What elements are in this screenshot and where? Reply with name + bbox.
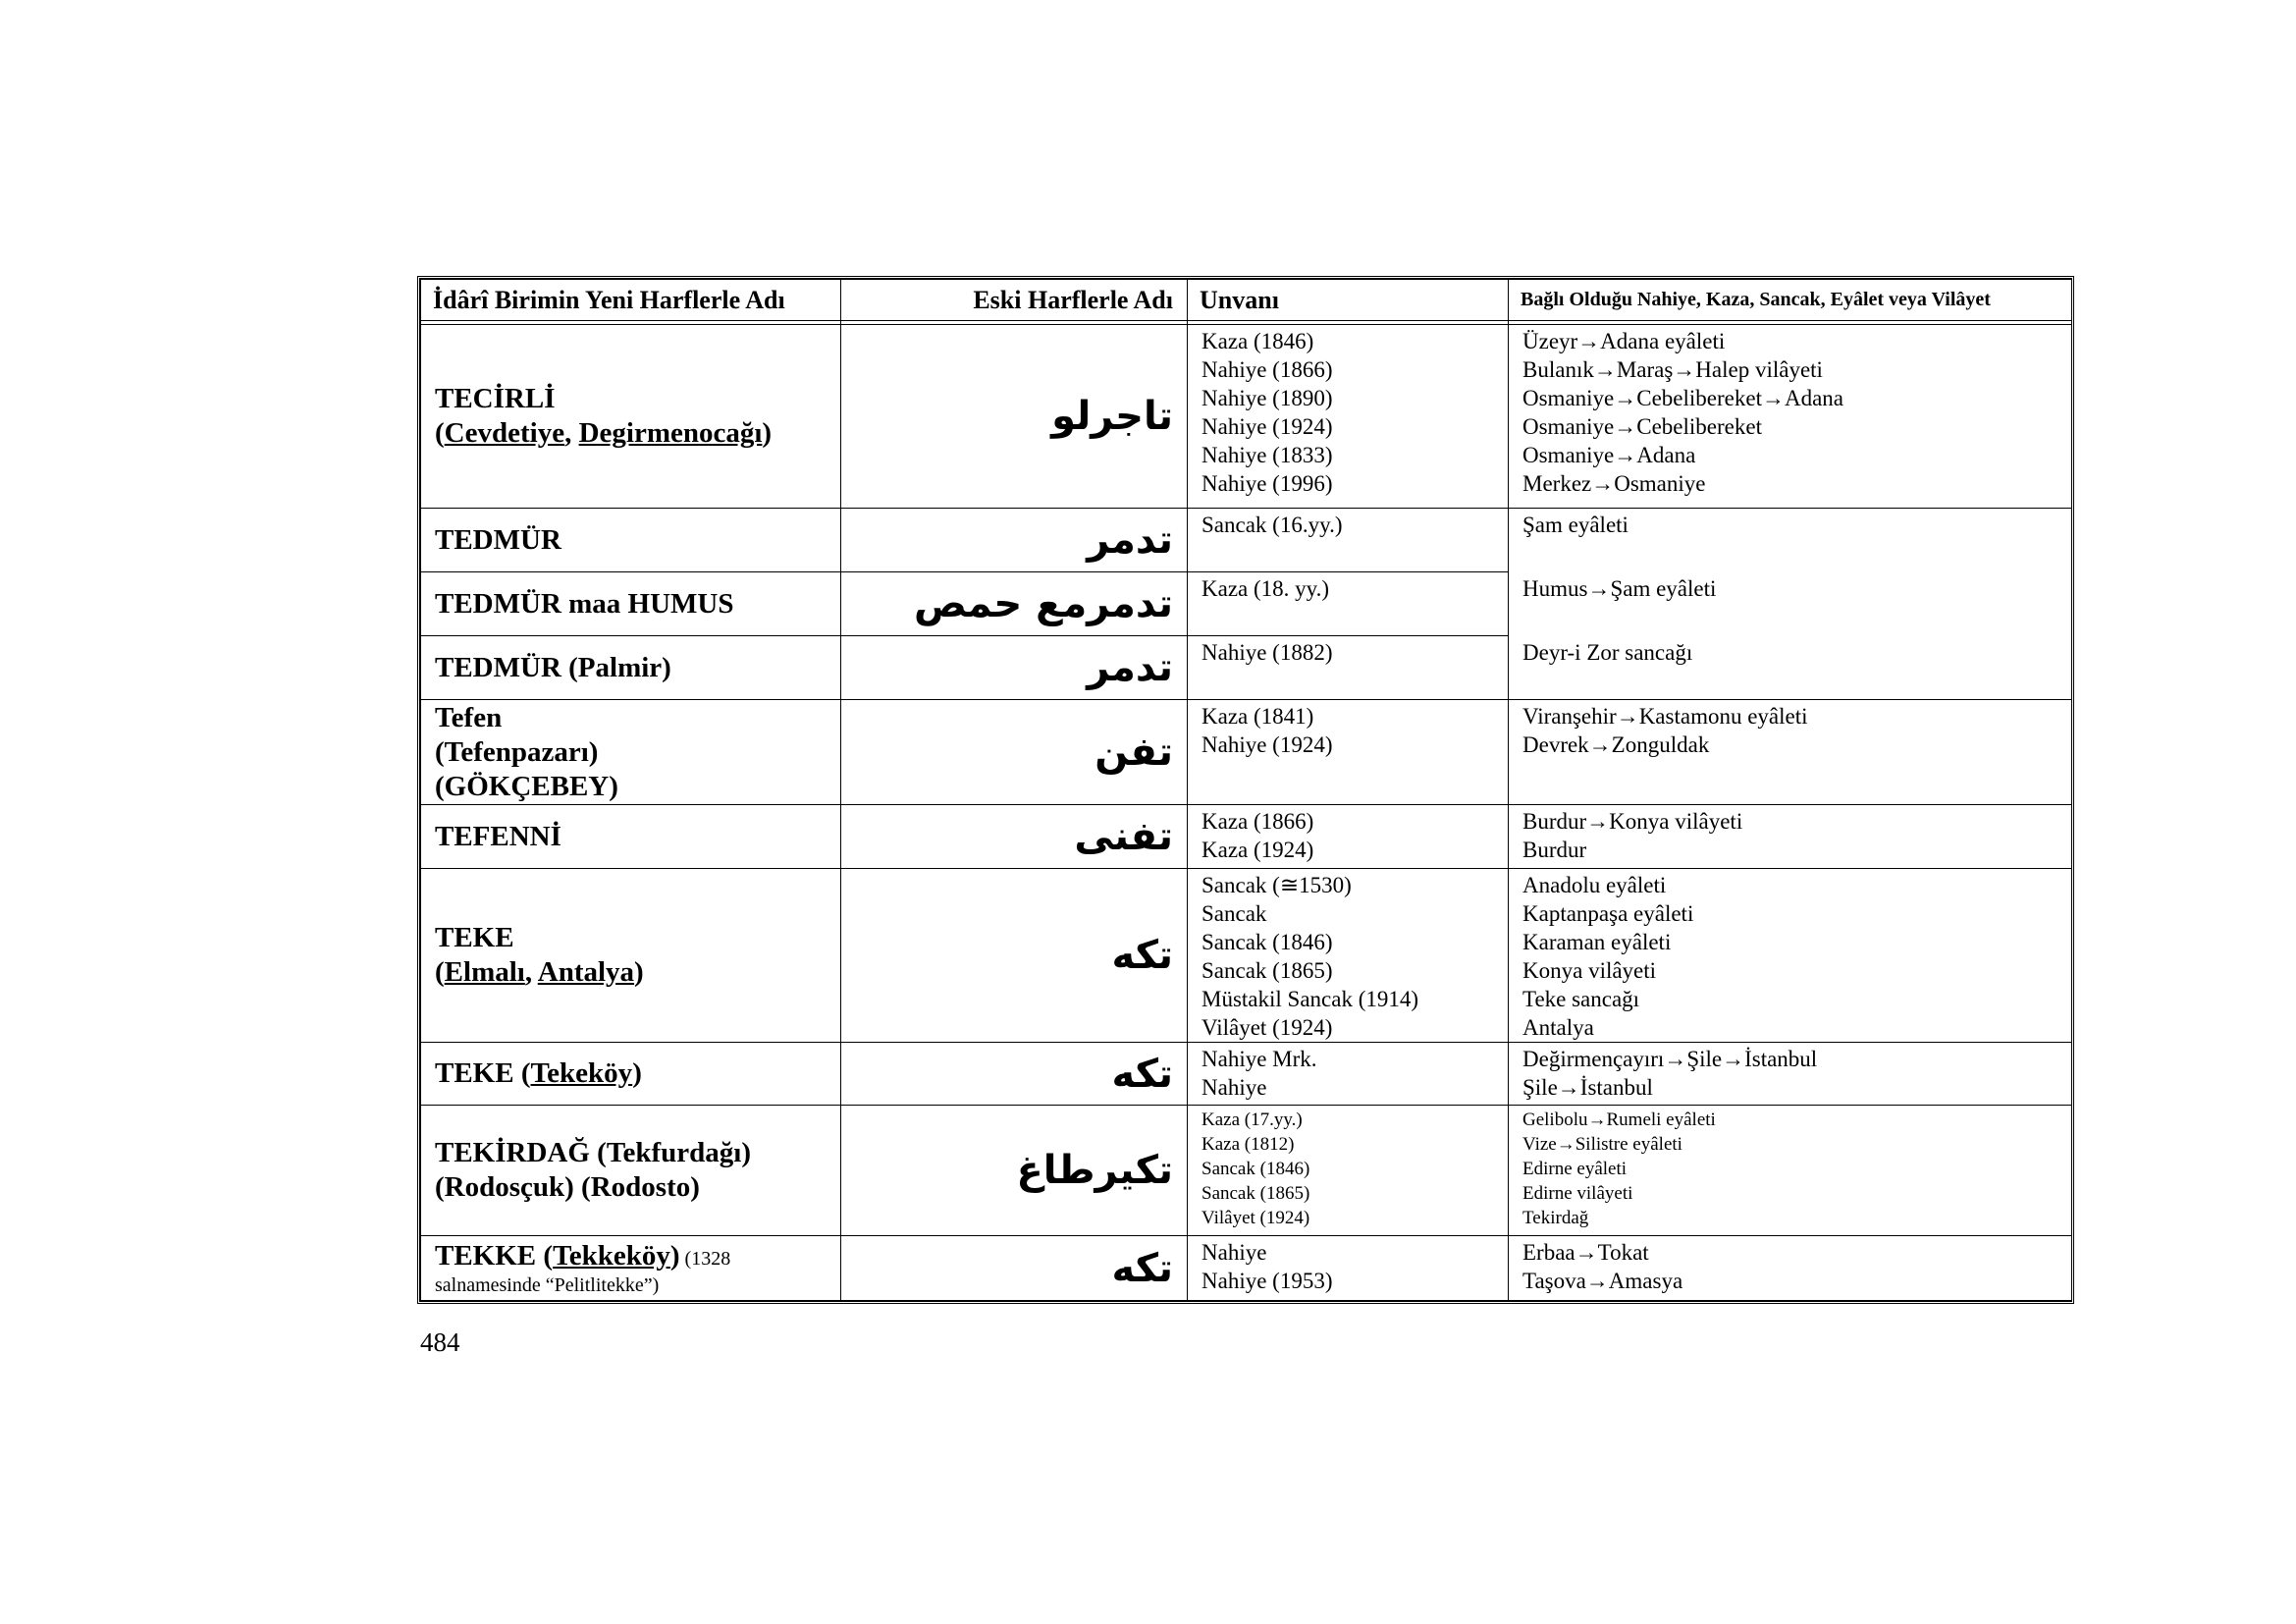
- entry-name: TECİRLİ (Cevdetiye, Degirmenocağı): [421, 325, 841, 509]
- header-new-name: İdârî Birimin Yeni Harflerle Adı: [421, 280, 841, 321]
- entry-titles: Kaza (1866) Kaza (1924): [1188, 805, 1509, 869]
- entry-titles: Kaza (17.yy.) Kaza (1812) Sancak (1846) Sancak (1865) Vilâyet (1924): [1188, 1106, 1509, 1236]
- entry-dependencies: Şam eyâleti: [1509, 509, 2072, 572]
- alt-name-link: Elmalı: [444, 956, 525, 988]
- header-title: Unvanı: [1188, 280, 1509, 321]
- alt-name-link: Tekkeköy: [553, 1240, 670, 1272]
- page-number: 484: [420, 1327, 460, 1357]
- entry-old-name: تدمر: [841, 509, 1188, 572]
- entry-name: TEDMÜR maa HUMUS: [421, 572, 841, 636]
- entry-dependencies: Gelibolu→Rumeli eyâleti Vize→Silistre eyâleti Edirne eyâleti Edirne vilâyeti Tekirdağ: [1509, 1106, 2072, 1236]
- entry-titles: Sancak (≅1530) Sancak Sancak (1846) Sancak (1865) Müstakil Sancak (1914) Vilâyet (1924): [1188, 869, 1509, 1043]
- entry-name: TEDMÜR: [421, 509, 841, 572]
- entry-dependencies: Anadolu eyâleti Kaptanpaşa eyâleti Karaman eyâleti Konya vilâyeti Teke sancağı Antalya: [1509, 869, 2072, 1043]
- table-row: [421, 325, 2072, 509]
- entry-name: TEFENNİ: [421, 805, 841, 869]
- alt-name-link: Antalya: [537, 956, 635, 988]
- entry-titles: Kaza (1846) Nahiye (1866) Nahiye (1890) Nahiye (1924) Nahiye (1833) Nahiye (1996): [1188, 325, 1509, 509]
- entry-old-name: تدمر: [841, 636, 1188, 700]
- entry-titles: Nahiye Nahiye (1953): [1188, 1236, 1509, 1301]
- entry-old-name: تكه: [841, 1236, 1188, 1301]
- entry-titles: Kaza (18. yy.): [1188, 572, 1509, 636]
- entry-old-name: تكيرطاغ: [841, 1106, 1188, 1236]
- entry-old-name: تاجرلو: [841, 325, 1188, 509]
- entry-name: TEKE (Elmalı, Antalya): [421, 869, 841, 1043]
- entry-dependencies: Değirmençayırı→Şile→İstanbul Şile→İstanbul: [1509, 1043, 2072, 1106]
- entry-name: TEDMÜR (Palmir): [421, 636, 841, 700]
- entry-old-name: تفن: [841, 700, 1188, 805]
- table-row: [421, 805, 2072, 869]
- entry-dependencies: Erbaa→Tokat Taşova→Amasya: [1509, 1236, 2072, 1301]
- table-row: [421, 869, 2072, 1043]
- table-row: [421, 636, 2072, 700]
- entry-dependencies: Humus→Şam eyâleti: [1509, 572, 2072, 636]
- entry-titles: Nahiye Mrk. Nahiye: [1188, 1043, 1509, 1106]
- entry-dependencies: Viranşehir→Kastamonu eyâleti Devrek→Zonguldak: [1509, 700, 2072, 805]
- header-dependency: Bağlı Olduğu Nahiye, Kaza, Sancak, Eyâlet veya Vilâyet: [1509, 280, 2072, 321]
- entry-old-name: تدمرمع حمص: [841, 572, 1188, 636]
- entry-name: TEKE (Tekeköy): [421, 1043, 841, 1106]
- entry-old-name: تكه: [841, 869, 1188, 1043]
- entry-old-name: تفنى: [841, 805, 1188, 869]
- entry-titles: Nahiye (1882): [1188, 636, 1509, 700]
- alt-name-link: Degirmenocağı: [578, 417, 763, 449]
- entry-dependencies: Deyr-i Zor sancağı: [1509, 636, 2072, 700]
- entry-name: TEKİRDAĞ (Tekfurdağı) (Rodosçuk) (Rodosto): [421, 1106, 841, 1236]
- header-old-name: Eski Harflerle Adı: [841, 280, 1188, 321]
- table-row: [421, 1043, 2072, 1106]
- entry-name: TEKKE (Tekkeköy) (1328 salnamesinde “Pelitlitekke”): [421, 1236, 841, 1301]
- table-row: [421, 509, 2072, 572]
- alt-name-link: Tekeköy: [530, 1057, 633, 1089]
- entry-old-name: تكه: [841, 1043, 1188, 1106]
- entry-dependencies: Üzeyr→Adana eyâleti Bulanık→Maraş→Halep vilâyeti Osmaniye→Cebelibereket→Adana Osmaniye→Cebelibereket Osmaniye→Adana Merkez→Osmaniye: [1509, 325, 2072, 509]
- entry-titles: Sancak (16.yy.): [1188, 509, 1509, 572]
- entry-dependencies: Burdur→Konya vilâyeti Burdur: [1509, 805, 2072, 869]
- entry-note: salnamesinde “Pelitlitekke”): [435, 1274, 660, 1296]
- table-row: [421, 1106, 2072, 1236]
- table-header-row: [421, 280, 2072, 321]
- dictionary-table: [417, 276, 2074, 1304]
- table-row: [421, 700, 2072, 805]
- alt-name-link: Cevdetiye: [444, 417, 565, 449]
- entry-titles: Kaza (1841) Nahiye (1924): [1188, 700, 1509, 805]
- entry-name: Tefen (Tefenpazarı) (GÖKÇEBEY): [421, 700, 841, 805]
- table-row: [421, 1236, 2072, 1301]
- table-row: [421, 572, 2072, 636]
